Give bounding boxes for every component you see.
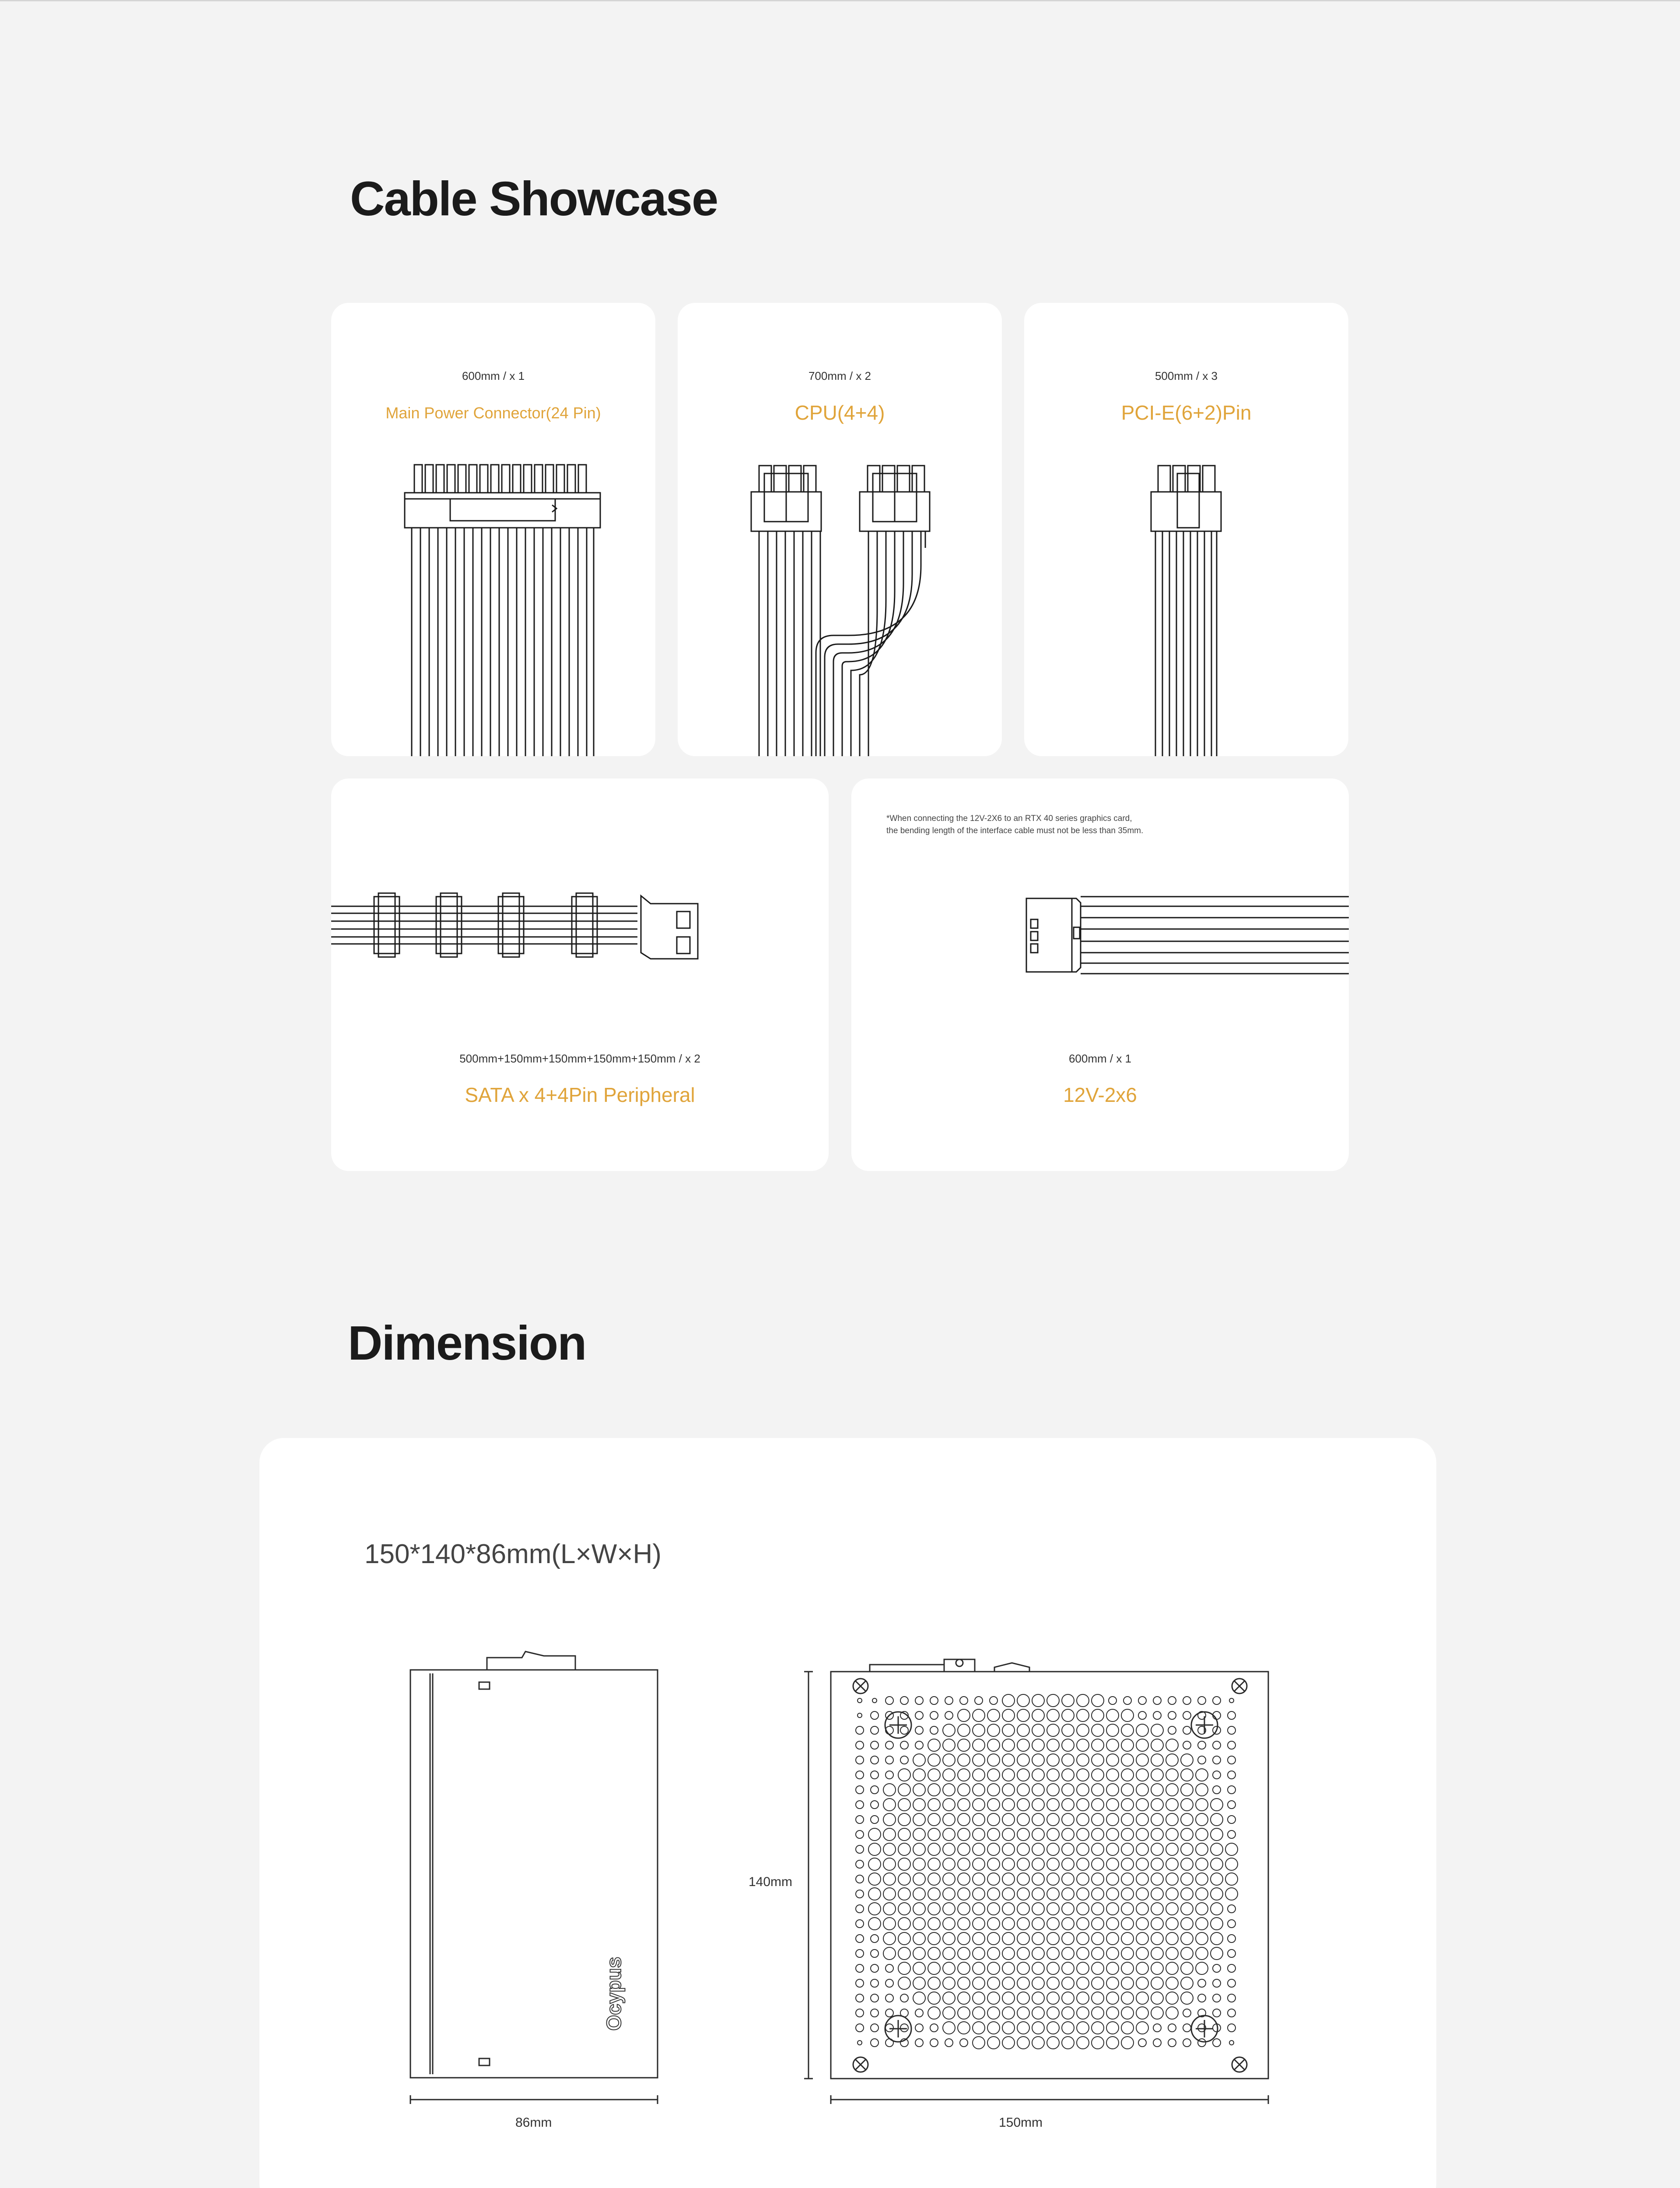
cable-showcase-title: Cable Showcase — [350, 172, 718, 226]
cable-spec: 500mm / x 3 — [1155, 369, 1218, 382]
cable-name: 12V-2x6 — [1063, 1083, 1137, 1106]
fan-grill-holes — [856, 1694, 1238, 2049]
cable-name: PCI-E(6+2)Pin — [1121, 401, 1252, 424]
bending-note-line-1: *When connecting the 12V-2X6 to an RTX 40 series graphics card, — [886, 814, 1132, 823]
connector-cpu-drawing — [678, 303, 1002, 756]
brand-logo-ocypus: Ocypus — [602, 1957, 625, 2031]
dimension-title: Dimension — [348, 1316, 586, 1370]
cable-card-12v-2x6 — [851, 778, 1349, 1171]
cable-spec: 600mm / x 1 — [1068, 1052, 1132, 1065]
cable-name: Main Power Connector(24 Pin) — [385, 404, 601, 422]
connector-12v-2x6-drawing — [851, 778, 1349, 1171]
mounting-screws — [853, 1679, 1247, 2072]
cable-name: CPU(4+4) — [794, 401, 885, 424]
dimension-size: 150*140*86mm(L×W×H) — [364, 1539, 662, 1569]
height-label: 140mm — [749, 1875, 793, 1889]
connector-sata-drawing — [331, 778, 829, 1171]
psu-top-view-drawing — [259, 1438, 1436, 2188]
connector-pcie-drawing — [1024, 303, 1348, 756]
cable-card-cpu — [678, 303, 1002, 756]
connector-24pin-drawing — [331, 303, 655, 756]
cable-card-pcie — [1024, 303, 1348, 756]
cable-spec: 600mm / x 1 — [462, 369, 525, 382]
cable-spec: 700mm / x 2 — [808, 369, 872, 382]
length-label: 150mm — [999, 2115, 1043, 2130]
bending-note-line-2: the bending length of the interface cable must not be less than 35mm. — [886, 826, 1144, 835]
width-label: 86mm — [515, 2115, 552, 2130]
cable-name: SATA x 4+4Pin Peripheral — [465, 1083, 695, 1106]
cable-card-sata — [331, 778, 829, 1171]
cable-card-24pin — [331, 303, 655, 756]
cable-spec: 500mm+150mm+150mm+150mm+150mm / x 2 — [459, 1052, 700, 1065]
dimension-card — [259, 1438, 1436, 2188]
top-divider — [0, 0, 1680, 1]
